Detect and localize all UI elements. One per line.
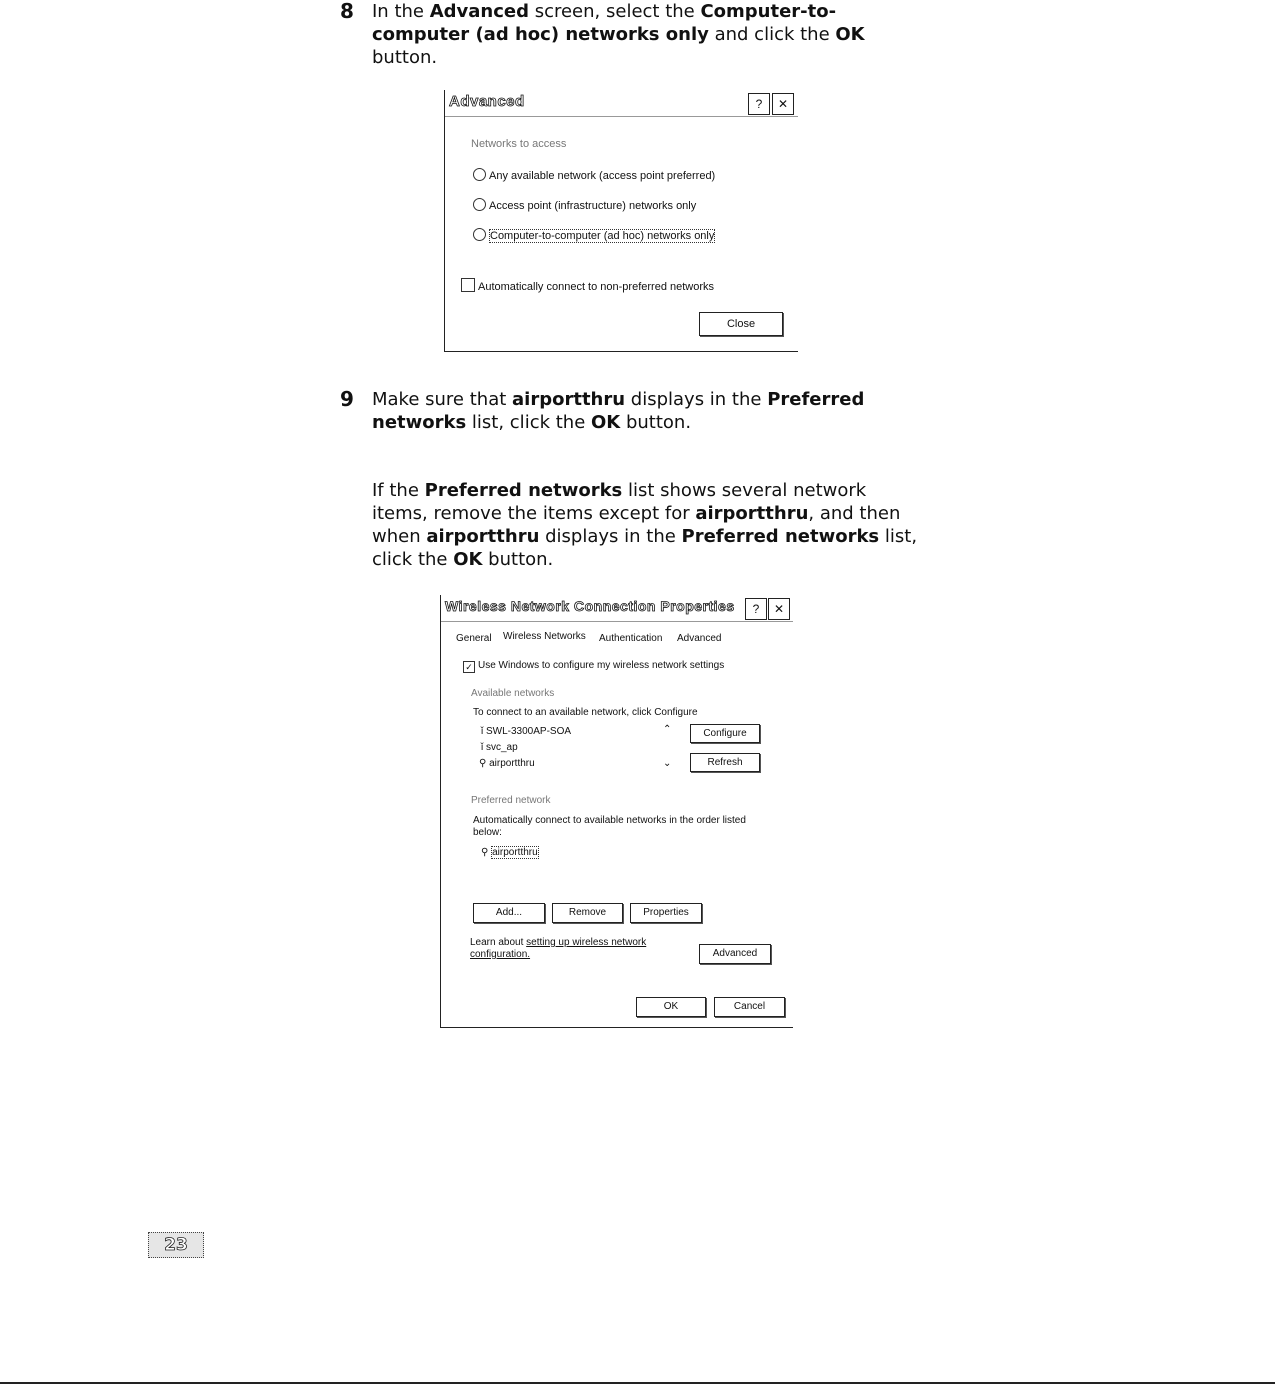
network-list-item[interactable]: ǐ SWL-3300AP-SOA (481, 726, 572, 737)
wireless-properties-dialog (440, 595, 793, 1028)
auto-connect-checkbox[interactable]: Automatically connect to non-preferred networks (461, 278, 714, 293)
close-icon[interactable]: ✕ (772, 93, 794, 115)
tab-general[interactable]: General (456, 633, 492, 644)
refresh-button[interactable]: Refresh (690, 753, 760, 772)
radio-any-network[interactable]: Any available network (access point preferred) (473, 168, 715, 182)
preferred-networks-label: Preferred network (471, 795, 551, 806)
radio-icon (473, 168, 486, 181)
dialog-title: Wireless Network Connection Properties (445, 598, 735, 614)
dialog-title: Advanced (449, 93, 525, 110)
preferred-list-item[interactable]: ⚲ airportthru (481, 847, 538, 858)
title-bar (445, 90, 798, 117)
scroll-up-icon[interactable]: ⌃ (663, 724, 672, 735)
advanced-dialog (444, 90, 798, 352)
learn-link[interactable]: setting up wireless network (526, 937, 647, 948)
radio-icon (473, 198, 486, 211)
step-text: Make sure that airportthru displays in the Preferred networks list, click the OK button. (372, 389, 865, 433)
network-list-item[interactable]: ǐ svc_ap (481, 742, 518, 753)
step-number: 8 (340, 0, 354, 23)
remove-button[interactable]: Remove (552, 903, 623, 923)
step-text: In the Advanced screen, select the Computer-to-computer (ad hoc) networks only and click the OK button. (372, 1, 865, 68)
available-networks-label: Available networks (471, 688, 555, 699)
network-list-item[interactable]: ⚲ airportthru (479, 758, 535, 769)
ok-button[interactable]: OK (636, 997, 706, 1017)
learn-link-continued[interactable]: configuration. (470, 949, 531, 960)
antenna-icon: ǐ (481, 742, 486, 753)
radio-ad-hoc-only[interactable]: Computer-to-computer (ad hoc) networks only (473, 228, 715, 242)
help-button[interactable]: ? (745, 598, 767, 620)
radio-icon (473, 228, 486, 241)
page-number: 23 (148, 1232, 204, 1258)
adhoc-icon: ⚲ (479, 758, 490, 769)
configure-button[interactable]: Configure (690, 724, 760, 743)
antenna-icon: ǐ (481, 726, 486, 737)
note-paragraph: If the Preferred networks list shows several network items, remove the items except for airportthru, and then when airportthru displays in the Preferred networks list, click the OK button. (372, 480, 918, 570)
step-9 (340, 388, 917, 434)
tab-wireless-networks[interactable]: Wireless Networks (503, 631, 586, 642)
preferred-desc-line-2: below: (473, 827, 502, 838)
radio-access-point-only[interactable]: Access point (infrastructure) networks only (473, 198, 696, 212)
networks-to-access-label: Networks to access (471, 138, 567, 150)
add-button[interactable]: Add... (473, 903, 545, 923)
adhoc-icon: ⚲ (481, 847, 492, 858)
help-button[interactable]: ? (748, 93, 770, 115)
scroll-down-icon[interactable]: ⌄ (663, 758, 672, 769)
preferred-desc-line-1: Automatically connect to available networks in the order listed (473, 815, 746, 826)
cancel-button[interactable]: Cancel (714, 997, 785, 1017)
advanced-button[interactable]: Advanced (699, 944, 771, 964)
checkbox-icon (461, 278, 475, 292)
available-networks-desc: To connect to an available network, click Configure (473, 707, 698, 718)
checkbox-icon: ✓ (463, 661, 475, 673)
close-icon[interactable]: ✕ (768, 598, 790, 620)
step-8 (340, 0, 917, 69)
title-bar (441, 595, 793, 622)
close-button[interactable]: Close (699, 312, 783, 336)
tab-advanced[interactable]: Advanced (677, 633, 722, 644)
properties-button[interactable]: Properties (630, 903, 702, 923)
tab-authentication[interactable]: Authentication (599, 633, 663, 644)
step-number: 9 (340, 387, 354, 411)
learn-about-text: Learn about setting up wireless network (470, 937, 647, 948)
use-windows-checkbox[interactable]: ✓ Use Windows to configure my wireless network settings (463, 660, 724, 673)
